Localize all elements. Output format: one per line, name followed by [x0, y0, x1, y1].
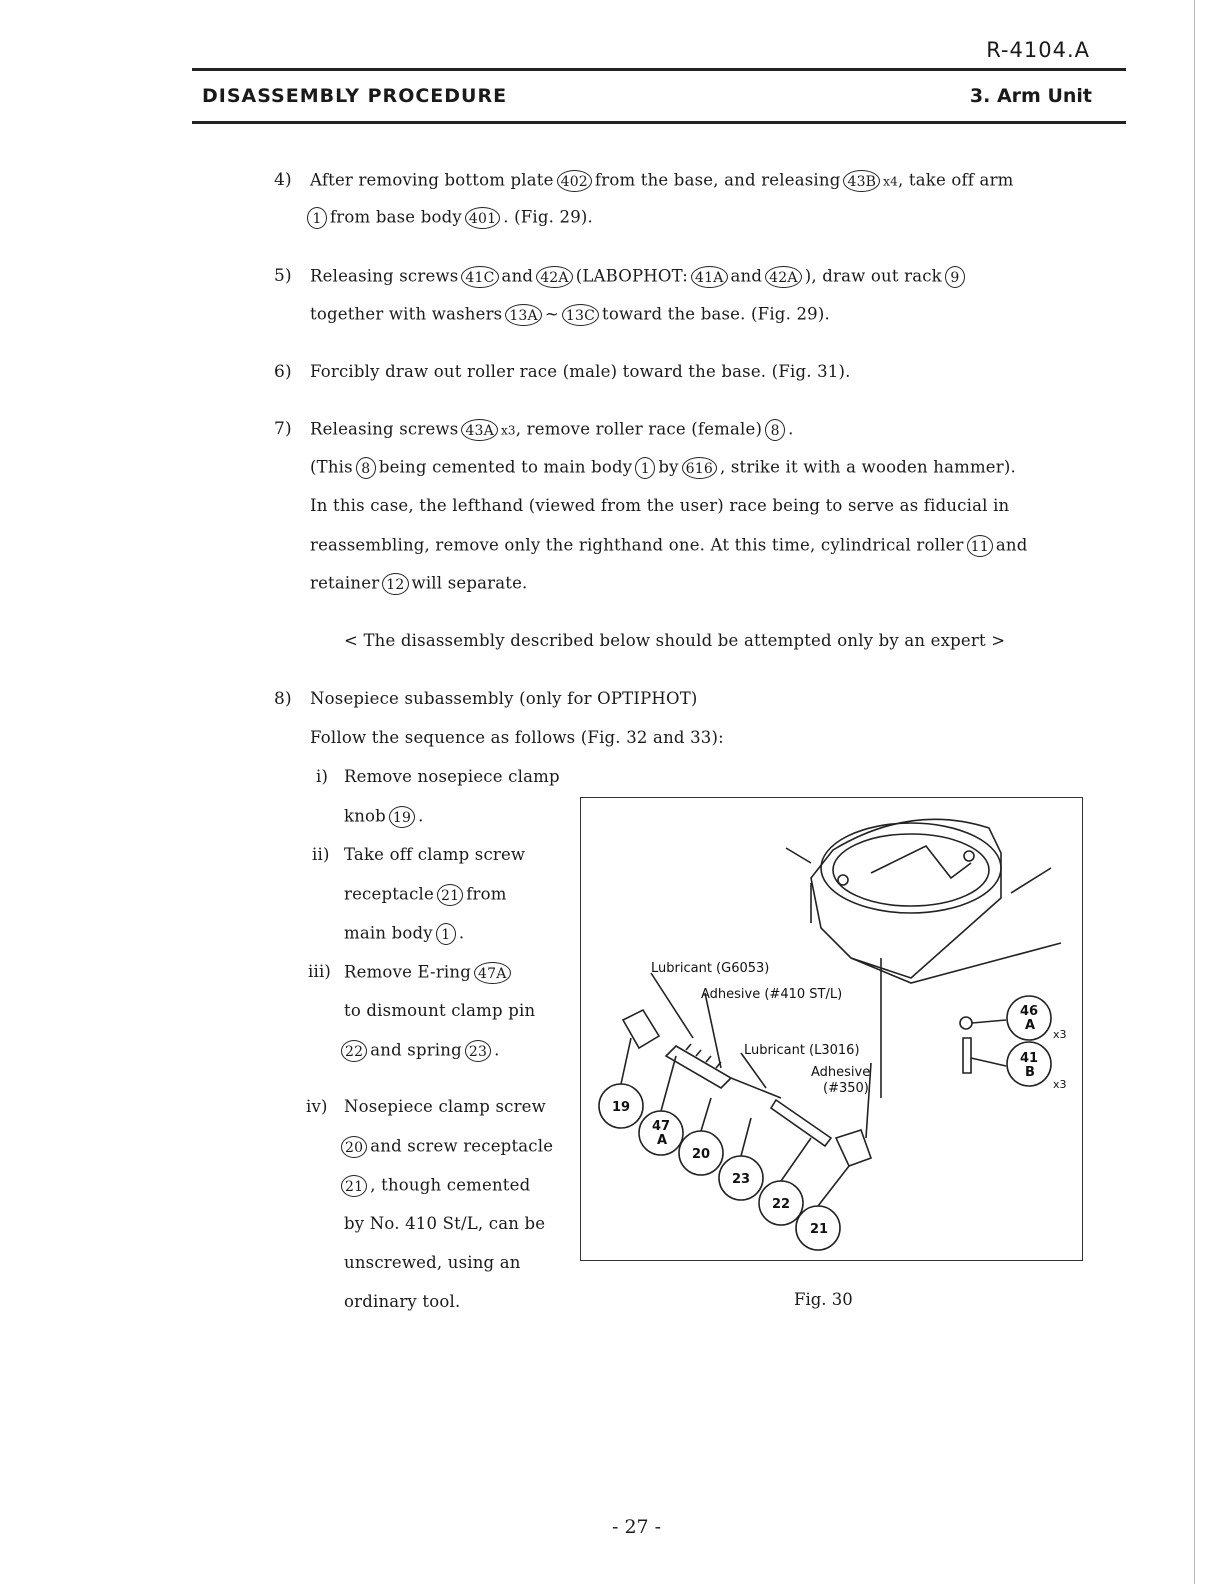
step-8-title: Nosepiece subassembly (only for OPTIPHOT) [310, 689, 698, 708]
step-6-number: 6) [274, 362, 292, 382]
substep-ii-line-2: receptacle 21 from [344, 884, 507, 904]
callout: 401 [465, 207, 500, 229]
callout: 402 [557, 170, 592, 192]
step-4-line-2: 1 from base body 401 . (Fig. 29). [304, 207, 593, 229]
substep-iv-line-2: 20 and screw receptacle [338, 1136, 553, 1158]
adhesive-label-2b: (#350) [823, 1081, 869, 1096]
callout: 8 [765, 419, 785, 441]
e-ring [960, 1017, 972, 1029]
substep-iv-line-4: by No. 410 St/L, can be [344, 1214, 546, 1233]
callout: 20 [341, 1136, 367, 1158]
step-7-number: 7) [274, 419, 292, 439]
nosepiece-inner-ring [833, 834, 989, 906]
step-7-line-5: retainer 12 will separate. [310, 573, 528, 593]
callout: 21 [437, 884, 463, 906]
callout: 22 [341, 1040, 367, 1062]
page-edge [1194, 0, 1195, 1584]
substep-iv-line-6: ordinary tool. [344, 1292, 461, 1311]
callout: 43B [843, 170, 880, 192]
substep-iv-line-3: 21 , though cemented [338, 1175, 530, 1197]
step-5-number: 5) [274, 266, 292, 286]
nosepiece-ring [821, 823, 1001, 913]
callout: 13C [562, 304, 599, 326]
callout: 47A [474, 962, 511, 984]
part-41b-label: B [1025, 1065, 1035, 1080]
callout: 11 [967, 535, 993, 557]
substep-ii-number: ii) [312, 845, 330, 864]
part-46-qty: x3 [1053, 1028, 1067, 1041]
header-rule-top [192, 68, 1126, 71]
figure-caption: Fig. 30 [794, 1290, 853, 1309]
step-7-line-4: reassembling, remove only the righthand one. At this time, cylindrical roller 11 and [310, 535, 1028, 555]
callout: 1 [635, 457, 655, 479]
substep-i-line-1: Remove nosepiece clamp [344, 767, 560, 786]
screw-41b [963, 1038, 971, 1073]
substep-iv-line-5: unscrewed, using an [344, 1253, 521, 1272]
callout: 8 [356, 457, 376, 479]
step-7-line-1: Releasing screws 43A x3, remove roller race (female) 8 . [310, 419, 794, 439]
substep-i-number: i) [316, 767, 329, 786]
step-5-line-2: together with washers 13A ~ 13C toward the base. (Fig. 29). [310, 304, 830, 324]
part-46-label: 46 [1020, 1004, 1039, 1019]
nosepiece-housing [811, 819, 1001, 978]
part-41-label: 41 [1020, 1051, 1039, 1066]
expert-note: < The disassembly described below should be attempted only by an expert > [344, 631, 1006, 650]
callout: 1 [307, 207, 327, 229]
step-4-number: 4) [274, 170, 292, 190]
clamp-pin [771, 1100, 831, 1146]
callout: 43A [461, 419, 498, 441]
part-46a-label: A [1025, 1018, 1036, 1033]
callout: 23 [465, 1040, 491, 1062]
substep-iii-line-3: 22 and spring 23 . [338, 1040, 500, 1062]
substep-iv-line-1: Nosepiece clamp screw [344, 1097, 546, 1116]
lubricant-label-2: Lubricant (L3016) [744, 1043, 860, 1058]
step-4-line-1: After removing bottom plate 402 from the base, and releasing 43B x4, take off arm [310, 170, 1014, 190]
step-7-line-2: (This 8 being cemented to main body 1 by 616 , strike it with a wooden hammer). [310, 457, 1016, 477]
nosepiece-exploded-diagram [581, 798, 1081, 1259]
callout: 42A [536, 266, 573, 288]
step-6-text: Forcibly draw out roller race (male) toward the base. (Fig. 31). [310, 362, 851, 381]
callout: 19 [389, 806, 415, 828]
part-22-label: 22 [772, 1197, 791, 1212]
part-21-label: 21 [810, 1222, 829, 1237]
substep-iii-number: iii) [308, 962, 332, 981]
part-47a-label: A [657, 1133, 668, 1148]
part-23-label: 23 [732, 1172, 751, 1187]
section-title: DISASSEMBLY PROCEDURE [202, 85, 508, 107]
callout: 12 [382, 573, 408, 595]
callout: 42A [765, 266, 802, 288]
step-7-line-3: In this case, the lefthand (viewed from the user) race being to serve as fiducial in [310, 496, 1010, 515]
step-8-number: 8) [274, 689, 292, 709]
callout: 9 [945, 266, 965, 288]
lubricant-label-1: Lubricant (G6053) [651, 961, 770, 976]
adhesive-label-2a: Adhesive [811, 1065, 871, 1080]
callout: 1 [436, 923, 456, 945]
substep-i-line-2: knob 19 . [344, 806, 424, 826]
part-47-label: 47 [652, 1119, 671, 1134]
substep-iii-line-2: to dismount clamp pin [344, 1001, 536, 1020]
substep-iv-number: iv) [306, 1097, 328, 1116]
substep-ii-line-1: Take off clamp screw [344, 845, 526, 864]
document-code: R-4104.A [986, 38, 1090, 62]
callout: 41A [691, 266, 728, 288]
step-8-intro: Follow the sequence as follows (Fig. 32 and 33): [310, 728, 724, 747]
substep-ii-line-3: main body 1 . [344, 923, 465, 943]
part-19-label: 19 [612, 1100, 631, 1115]
step-5-line-1: Releasing screws 41C and 42A (LABOPHOT: 41A and 42A ), draw out rack 9 [310, 266, 968, 288]
figure-frame [580, 797, 1083, 1261]
part-20-label: 20 [692, 1147, 711, 1162]
adhesive-label-1: Adhesive (#410 ST/L) [701, 987, 843, 1002]
callout: 616 [682, 457, 717, 479]
unit-title: 3. Arm Unit [969, 85, 1092, 107]
clamp-knob [623, 1010, 659, 1048]
callout: 21 [341, 1175, 367, 1197]
part-41-qty: x3 [1053, 1078, 1067, 1091]
callout: 41C [461, 266, 498, 288]
header-rule-bottom [192, 121, 1126, 124]
substep-iii-line-1: Remove E-ring 47A [344, 962, 514, 984]
callout: 13A [505, 304, 542, 326]
page-number: - 27 - [612, 1516, 662, 1538]
